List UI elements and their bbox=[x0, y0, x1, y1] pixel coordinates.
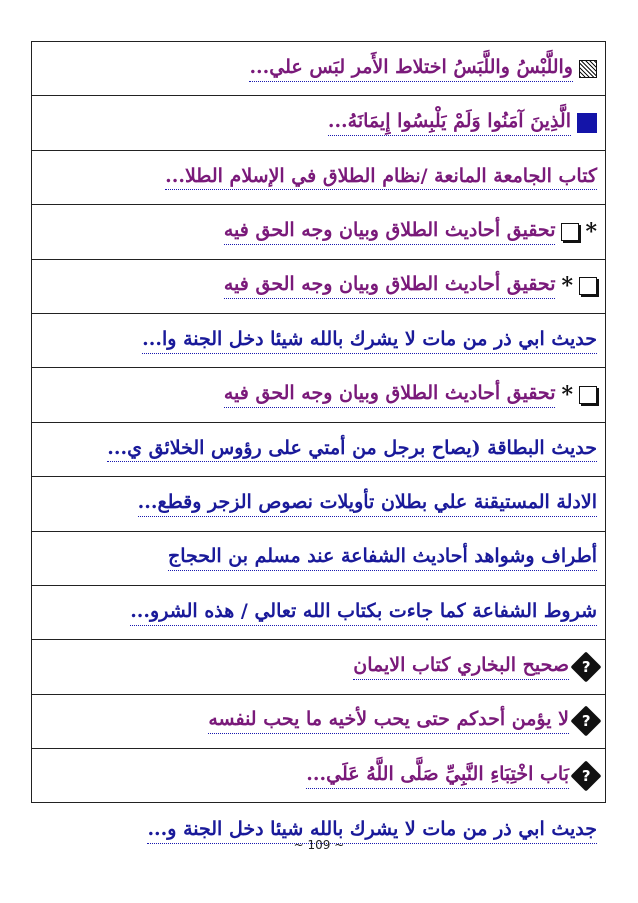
toc-row[interactable] bbox=[32, 42, 605, 96]
toc-row[interactable] bbox=[32, 423, 605, 477]
toc-row[interactable] bbox=[32, 749, 605, 803]
toc-link[interactable]: الادلة المستيقنة علي بطلان تأويلات نصوص الزجر وقطع... bbox=[138, 491, 597, 517]
filled-square-icon bbox=[577, 113, 597, 133]
toc-row[interactable] bbox=[32, 640, 605, 694]
question-diamond-icon: ? bbox=[570, 651, 601, 682]
toc-row[interactable] bbox=[32, 260, 605, 314]
toc-link[interactable]: الَّذِينَ آمَنُوا وَلَمْ يَلْبِسُوا إِيمَانَهُ... bbox=[328, 110, 571, 136]
checkbox-icon bbox=[561, 223, 579, 241]
toc-row[interactable] bbox=[32, 586, 605, 640]
hatched-square-icon bbox=[579, 60, 597, 78]
toc-link[interactable]: جديث ابي ذر من مات لا يشرك بالله شيئا دخل الجنة و... bbox=[147, 818, 597, 844]
toc-link[interactable]: تحقيق أحاديث الطلاق وبيان وجه الحق فيه bbox=[224, 219, 556, 245]
checkbox-icon bbox=[579, 277, 597, 295]
toc-row[interactable] bbox=[32, 532, 605, 586]
toc-row[interactable] bbox=[32, 368, 605, 422]
toc-row[interactable] bbox=[32, 477, 605, 531]
checkbox-icon bbox=[579, 386, 597, 404]
toc-link[interactable]: لا يؤمن أحدكم حتى يحب لأخيه ما يحب لنفسه bbox=[208, 708, 569, 734]
toc-link[interactable]: شروط الشفاعة كما جاءت بكتاب الله تعالي / هذه الشرو... bbox=[130, 600, 597, 626]
bullet-marker: * bbox=[561, 273, 573, 300]
question-diamond-icon: ? bbox=[570, 760, 601, 791]
toc-link[interactable]: أطراف وشواهد أحاديث الشفاعة عند مسلم بن الحجاج bbox=[168, 545, 597, 571]
bullet-marker: * bbox=[561, 382, 573, 409]
toc-row[interactable] bbox=[32, 695, 605, 749]
toc-link[interactable]: تحقيق أحاديث الطلاق وبيان وجه الحق فيه bbox=[224, 382, 556, 408]
bullet-marker: * bbox=[585, 218, 597, 245]
toc-row[interactable] bbox=[32, 314, 605, 368]
toc-link[interactable]: حديث البطاقة (يصاح برجل من أمتي على رؤوس الخلائق ي... bbox=[107, 437, 597, 463]
toc-link[interactable]: صحيح البخاري كتاب الايمان bbox=[353, 654, 569, 680]
toc-link[interactable]: واللَّبْسُ واللَّبَسُ اختلاط الأَمر لبَس علي... bbox=[249, 56, 573, 82]
table-of-contents bbox=[31, 41, 606, 840]
toc-link[interactable]: تحقيق أحاديث الطلاق وبيان وجه الحق فيه bbox=[224, 273, 556, 299]
toc-row[interactable] bbox=[32, 205, 605, 259]
toc-row[interactable] bbox=[32, 96, 605, 150]
page-number: ~ 109 ~ bbox=[293, 838, 345, 852]
toc-link[interactable]: كتاب الجامعة المانعة /نظام الطلاق في الإسلام الطلا... bbox=[165, 165, 597, 191]
toc-link[interactable]: بَاب اخْتِبَاءِ النَّبِيِّ صَلَّى اللَّهُ عَلَي... bbox=[306, 763, 569, 789]
question-diamond-icon: ? bbox=[570, 706, 601, 737]
toc-link[interactable]: حديث ابي ذر من مات لا يشرك بالله شيئا دخل الجنة وا... bbox=[142, 328, 597, 354]
toc-row[interactable] bbox=[32, 151, 605, 205]
